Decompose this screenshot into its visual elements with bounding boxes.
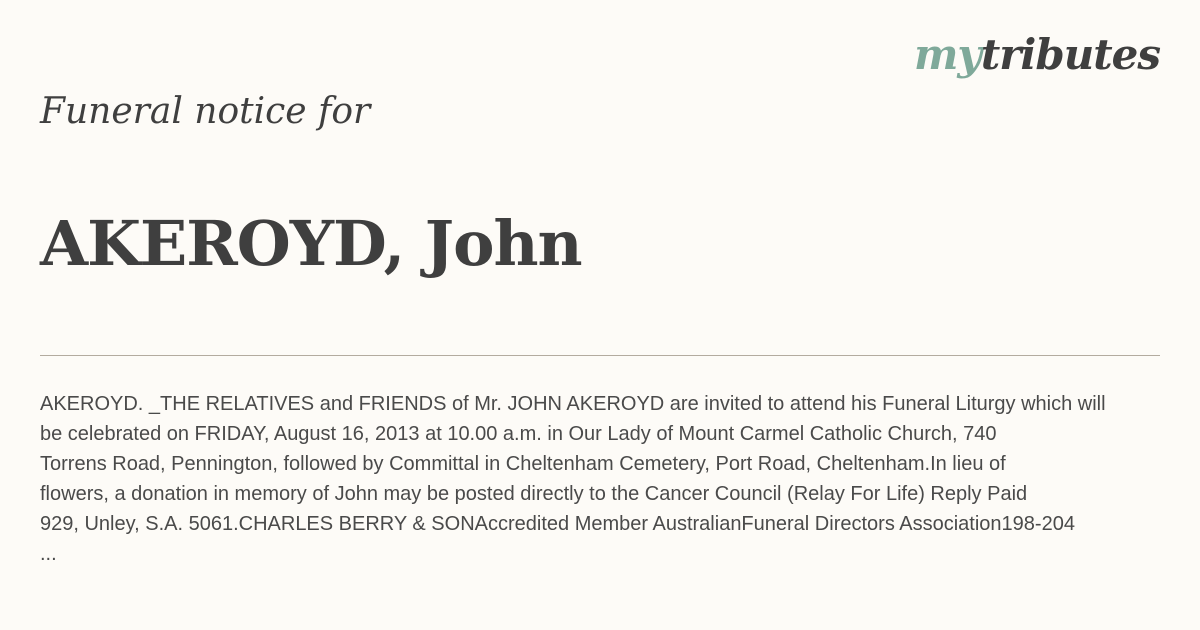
notice-body <box>40 389 1150 569</box>
notice-body-line: AKEROYD. _THE RELATIVES and FRIENDS of Mr. JOHN AKEROYD are invited to attend his Funeral Liturgy which will <box>40 393 1106 415</box>
logo-part-tributes: tributes <box>980 30 1160 79</box>
notice-body-line: Torrens Road, Pennington, followed by Committal in Cheltenham Cemetery, Port Road, Cheltenham.In lieu of <box>40 453 1006 475</box>
notice-body-line: be celebrated on FRIDAY, August 16, 2013 at 10.00 a.m. in Our Lady of Mount Carmel Catholic Church, 740 <box>40 423 997 445</box>
notice-body-ellipsis: ... <box>40 543 57 565</box>
logo-part-my: my <box>913 30 981 79</box>
notice-body-line: 929, Unley, S.A. 5061.CHARLES BERRY & SONAccredited Member AustralianFuneral Directors Association198-204 <box>40 513 1075 535</box>
mytributes-logo[interactable] <box>913 30 1160 79</box>
notice-subtitle: Funeral notice for <box>40 91 371 132</box>
divider <box>40 355 1160 356</box>
deceased-name: AKEROYD, John <box>40 207 582 280</box>
notice-body-line: flowers, a donation in memory of John may be posted directly to the Cancer Council (Relay For Life) Reply Paid <box>40 483 1028 505</box>
